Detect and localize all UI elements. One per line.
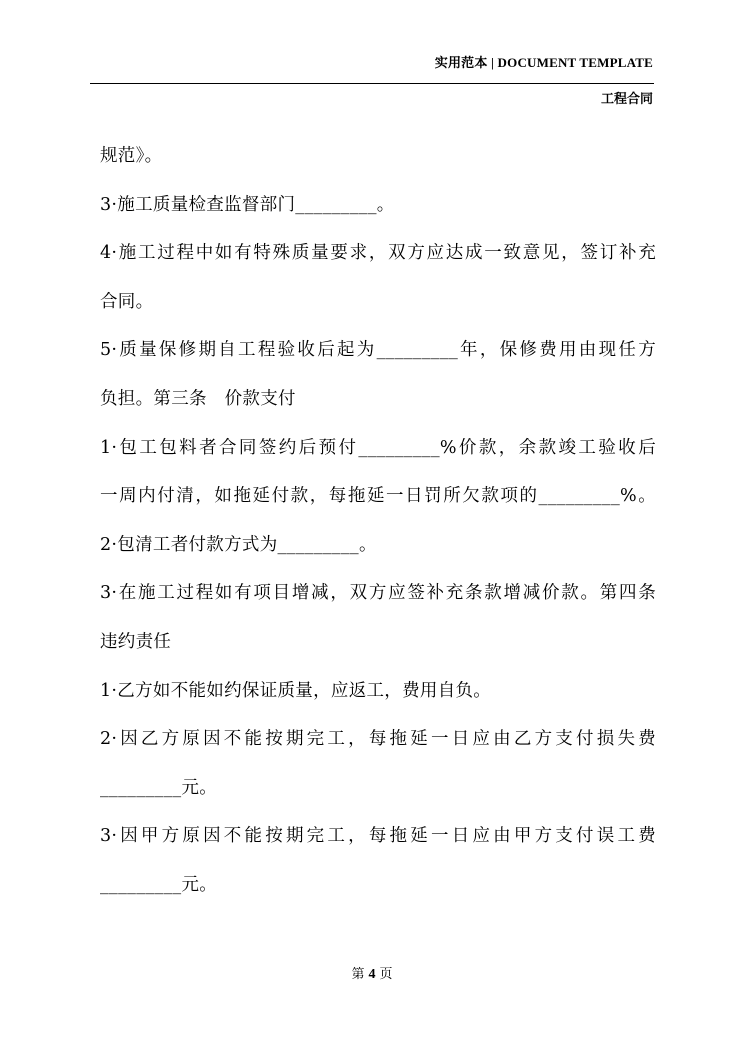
text-line: 4·施工过程中如有特殊质量要求，双方应达成一致意见，签订补充 xyxy=(100,243,656,264)
page-footer xyxy=(0,963,744,983)
header-subtitle: 工程合同 xyxy=(600,92,653,107)
text-line: 3·施工质量检查监督部门_________。 xyxy=(100,194,395,215)
text-line: _________元。 xyxy=(100,874,218,895)
text-line: 3·因甲方原因不能按期完工，每拖延一日应由甲方支付误工费 xyxy=(100,826,656,847)
page-number: 4 xyxy=(368,967,376,982)
text-line: 2·因乙方原因不能按期完工，每拖延一日应由乙方支付损失费 xyxy=(100,729,656,750)
text-line: 3·在施工过程如有项目增减，双方应签补充条款增减价款。第四条 xyxy=(100,583,656,604)
header-title: 实用范本 | DOCUMENT TEMPLATE xyxy=(434,55,653,70)
text-line: 1·包工包料者合同签约后预付_________%价款，余款竣工验收后 xyxy=(100,437,656,458)
page-label-prefix: 第 xyxy=(351,967,365,982)
header-divider xyxy=(90,83,654,84)
text-line: _________元。 xyxy=(100,777,218,798)
text-line: 负担。第三条 价款支付 xyxy=(100,388,296,409)
text-line: 1·乙方如不能如约保证质量，应返工，费用自负。 xyxy=(100,680,492,701)
text-line: 合同。 xyxy=(100,291,154,312)
text-line: 2·包清工者付款方式为_________。 xyxy=(100,534,377,555)
text-line: 违约责任 xyxy=(100,631,172,652)
text-line: 规范》。 xyxy=(100,146,163,166)
text-line: 5·质量保修期自工程验收后起为_________年，保修费用由现任方 xyxy=(100,340,656,361)
document-body xyxy=(100,137,656,915)
text-line: 一周内付清，如拖延付款，每拖延一日罚所欠款项的_________%。 xyxy=(100,486,656,507)
page-label-suffix: 页 xyxy=(379,967,393,982)
